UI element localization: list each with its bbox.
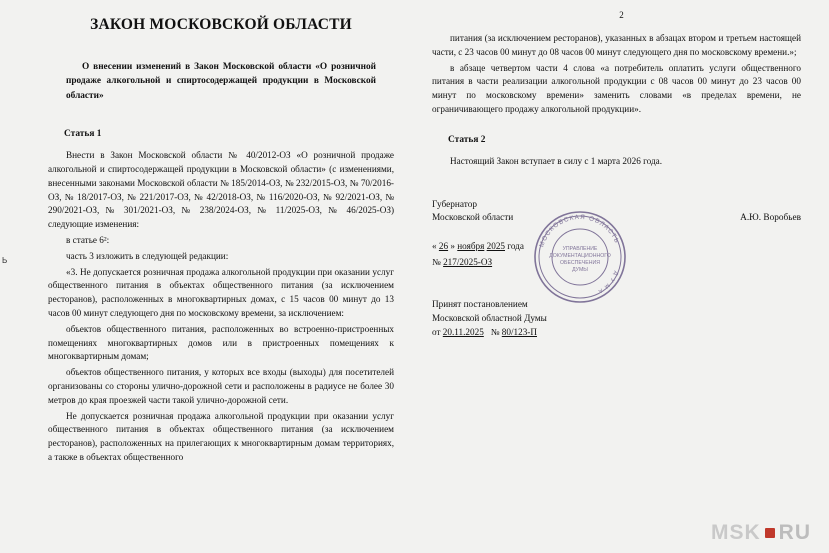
page-number: 2 [619,10,624,20]
watermark-part2: RU [778,521,811,544]
signatory-name: А.Ю. Воробьев [740,212,801,223]
law-number-value: 217/2025-ОЗ [443,257,493,268]
date-year: 2025 [486,240,505,251]
date-quote-open: « [432,240,437,251]
right-column [414,0,829,553]
article-1-heading: Статья 1 [64,129,102,140]
adoption-date-row [432,325,801,339]
left-paragraph-3: часть 3 изложить в следующей редакции: [66,250,229,261]
watermark-part1: MSK [710,521,761,544]
svg-text:Д У М А: Д У М А [596,269,620,294]
article-2-heading: Статья 2 [448,134,486,145]
svg-text:ОБЕСПЕЧЕНИЯ: ОБЕСПЕЧЕНИЯ [560,259,600,266]
signatory-position-line1: Губернатор [432,199,478,210]
svg-text:ДОКУМЕНТАЦИОННОГО: ДОКУМЕНТАЦИОННОГО [549,252,611,259]
page-title: ЗАКОН МОСКОВСКОЙ ОБЛАСТИ [90,16,352,33]
watermark-red-square-icon [765,528,775,538]
signature-block [432,199,801,340]
signatory-position [432,199,513,226]
adoption-num-value: 80/123-П [501,327,537,338]
adoption-line1: Принят постановлением [432,298,528,309]
left-paragraph-1: Внести в Закон Московской области № 40/2012-ОЗ «О розничной продаже алкогольной и спиртосодержащей продукции в Московской области» (с изменениями, внесенными законами Московской области № 185/2014-ОЗ, № 232/2015-ОЗ, № 70/2016-ОЗ, № 18/2017-ОЗ, № 221/2017-ОЗ, № 42/2018-ОЗ, № 116/2020-ОЗ, № 92/2021-ОЗ, № 290/2021-ОЗ, № 301/2021-ОЗ, № 238/2024-ОЗ, № 11/2025-ОЗ, № 46/2025-ОЗ) следующие изменения: [48,150,394,230]
document-preamble: О внесении изменений в Закон Московской области «О розничной продаже алкогольной и спиртосодержащей продукции в Московской области» [66,62,376,101]
left-paragraph-7: Не допускается розничная продажа алкогольной продукции при оказании услуг общественного питания в объектах общественного питания (за исключением ресторанов), расположенных на прилегающих к многоквартирным домам территориях, а также в объектах общественного [48,410,394,462]
right-paragraph-2: в абзаце четвертом части 4 слова «а потребитель оплатить услуги общественного питания в части реализации алкогольной продукции с 08 часов 00 минут до 23 часов 00 минут по московскому времени» заменить словами «в пределах времени, не ограничивающего продажу алкогольной продукции». [432,62,801,114]
signature-date-line [432,238,801,271]
date-month: ноября [457,240,485,251]
scan-artifact-mark: Ь [2,256,8,265]
adoption-line2: Московской областной Думы [432,312,547,323]
left-paragraph-4: «3. Не допускается розничная продажа алкогольной продукции при оказании услуг общественного питания в объектах общественного питания (за исключением ресторанов), расположенных в многоквартирных домах, с 15 часов 00 минут до 13 часов 00 минут следующего дня по московскому времени, за исключением: [48,266,394,318]
law-number-label: № [432,257,441,268]
svg-text:УПРАВЛЕНИЕ: УПРАВЛЕНИЕ [562,245,598,252]
watermark [711,521,811,545]
signatory-position-line2: Московской области [432,213,514,224]
right-paragraph-3: Настоящий Закон вступает в силу с 1 марта 2026 года. [450,155,663,166]
adoption-from-date: 20.11.2025 [442,327,484,338]
date-year-suffix: года [507,240,524,251]
svg-text:ДУМЫ: ДУМЫ [572,266,588,273]
left-paragraph-2: в статье 6²: [66,235,110,245]
right-paragraph-1: питания (за исключением ресторанов), указанных в абзацах втором и третьем настоящей части, с 23 часов 00 минут до 08 часов 00 минут следующего дня по московскому времени.»; [432,33,801,57]
adoption-num-label: № [490,327,500,338]
left-column [0,0,414,553]
left-paragraph-5: объектов общественного питания, расположенных во встроенно-пристроенных помещениях многоквартирных домов или в пристроенных помещениях к многоквартирным домам; [48,323,394,362]
svg-text:МОСКОВСКАЯ ОБЛАСТЬ: МОСКОВСКАЯ ОБЛАСТЬ [538,213,621,248]
adoption-from-label: от [432,327,441,338]
date-day: 26 [438,240,449,251]
left-paragraph-6: объектов общественного питания, у которых все входы (выходы) для посетителей организованы со стороны улично-дорожной сети и расположены в радиусе не более 30 метров до края проезжей части такой улично-дорожной сети. [48,367,394,405]
date-quote-close: » [450,240,455,251]
